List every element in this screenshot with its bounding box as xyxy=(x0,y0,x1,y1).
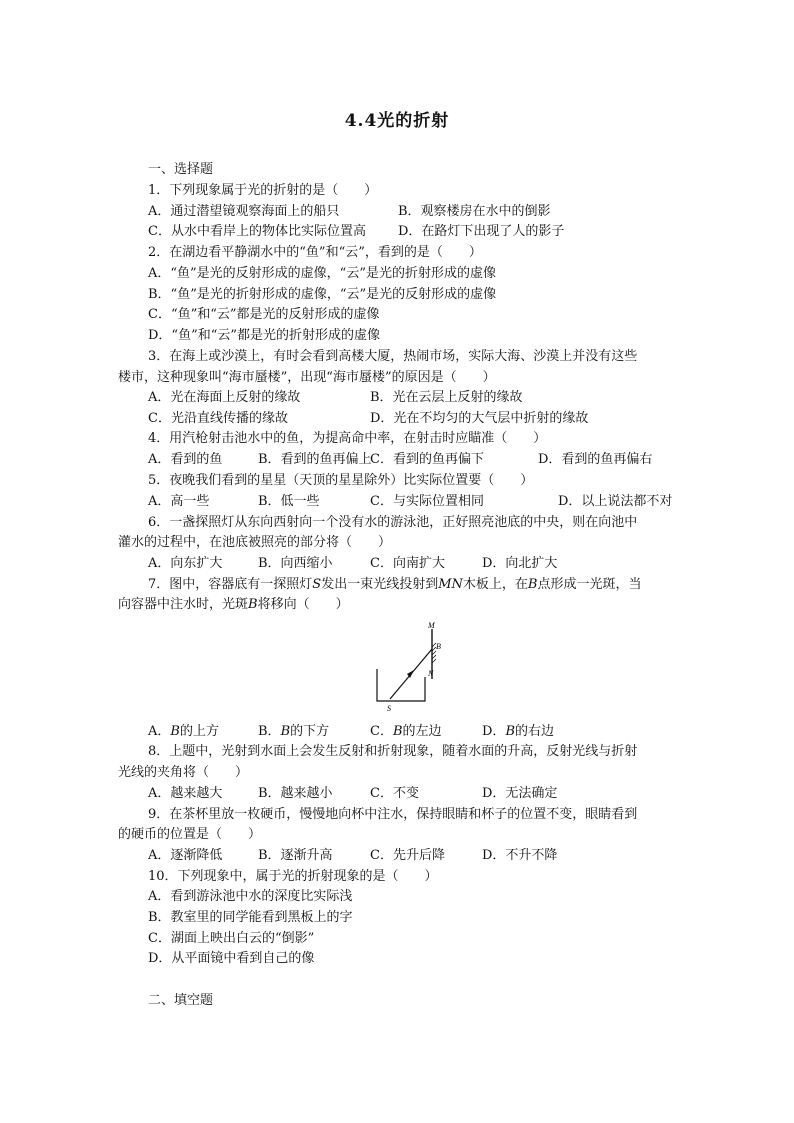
variable-b: B xyxy=(248,597,258,612)
question-3-stem-line2: 楼市，这种现象叫“海市蜃楼”，出现“海市蜃楼”的原因是（ ） xyxy=(118,370,496,385)
stem-text: 向容器中注水时，光斑 xyxy=(118,597,249,612)
question-5-option-c: C．与实际位置相同 xyxy=(370,494,484,509)
page-title: 4.4光的折射 xyxy=(344,111,450,131)
question-8-stem-line1: 8．上题中，光射到水面上会发生反射和折射现象，随着水面的升高，反射光线与折射 xyxy=(148,744,638,759)
question-8-stem-line2: 光线的夹角将（ ） xyxy=(118,765,249,780)
question-2-option-b: B．“鱼”是光的折射形成的虚像，“云”是光的反射形成的虚像 xyxy=(148,287,497,302)
question-6-stem-line1: 6．一盏探照灯从东向西射向一个没有水的游泳池，正好照亮池底的中央，则在向池中 xyxy=(148,515,638,530)
option-text: 的右边 xyxy=(515,724,555,739)
variable-b: B xyxy=(280,724,291,739)
question-9-option-d: D．不升不降 xyxy=(482,848,558,863)
container-light-diagram xyxy=(372,619,472,715)
variable-b: B xyxy=(170,724,180,739)
question-1-option-c: C．从水中看岸上的物体比实际位置高 xyxy=(148,224,366,239)
question-7-option-a xyxy=(148,724,219,740)
question-9-stem-line1: 9．在茶杯里放一枚硬币，慢慢地向杯中注水，保持眼睛和杯子的位置不变，眼睛看到 xyxy=(148,807,638,822)
question-10-option-b: B．教室里的同学能看到黑板上的字 xyxy=(148,910,353,925)
option-text: 的上方 xyxy=(179,724,219,739)
question-4-option-c: C．看到的鱼再偏下 xyxy=(370,452,484,467)
label-m: M xyxy=(428,621,435,630)
question-7-option-c xyxy=(370,724,442,740)
stem-text: 点形成一光斑，当 xyxy=(537,577,642,592)
question-2-option-d: D．“鱼”和“云”都是光的折射形成的虚像 xyxy=(148,328,381,343)
question-10-option-a: A．看到游泳池中水的深度比实际浅 xyxy=(148,889,353,904)
label-s: S xyxy=(387,704,391,713)
stem-text: 7．图中，容器底有一探照灯 xyxy=(148,577,313,592)
question-3-option-b: B．光在云层上反射的缘故 xyxy=(370,390,523,405)
question-4-option-a: A．看到的鱼 xyxy=(148,452,223,467)
question-7-option-d xyxy=(482,724,554,740)
question-3-stem-line1: 3．在海上或沙漠上，有时会看到高楼大厦，热闹市场，实际大海、沙漠上并没有这些 xyxy=(148,349,638,364)
variable-b: B xyxy=(505,724,515,739)
question-8-option-a: A．越来越大 xyxy=(148,786,223,801)
question-6-option-b: B．向西缩小 xyxy=(258,556,333,571)
question-1-stem: 1．下列现象属于光的折射的是（ ） xyxy=(148,183,378,198)
question-1-option-d: D．在路灯下出现了人的影子 xyxy=(398,224,565,239)
variable-s: S xyxy=(312,577,322,592)
question-10-option-d: D．从平面镜中看到自己的像 xyxy=(148,951,315,966)
section-heading-fill: 二、填空题 xyxy=(148,993,214,1008)
question-6-option-a: A．向东扩大 xyxy=(148,556,223,571)
question-6-option-d: D．向北扩大 xyxy=(482,556,558,571)
variable-b: B xyxy=(392,724,403,739)
question-7-stem-line2 xyxy=(118,597,349,613)
question-10-option-c: C．湖面上映出白云的“倒影” xyxy=(148,931,315,946)
option-letter: D． xyxy=(482,724,506,739)
option-text: 的左边 xyxy=(402,724,442,739)
variable-mn: MN xyxy=(438,577,463,592)
question-8-option-b: B．越来越小 xyxy=(258,786,333,801)
question-3-option-d: D．光在不均匀的大气层中折射的缘故 xyxy=(370,411,589,426)
option-letter: B． xyxy=(258,724,281,739)
option-text: 的下方 xyxy=(290,724,330,739)
question-7-option-b xyxy=(258,724,329,740)
question-8-option-d: D．无法确定 xyxy=(482,786,558,801)
question-8-option-c: C．不变 xyxy=(370,786,419,801)
variable-b: B xyxy=(527,577,538,592)
label-n: N xyxy=(428,669,434,678)
question-6-option-c: C．向南扩大 xyxy=(370,556,445,571)
question-5-option-b: B．低一些 xyxy=(258,494,320,509)
label-b: B xyxy=(436,642,441,651)
question-9-stem-line2: 的硬币的位置是（ ） xyxy=(118,827,262,842)
question-2-option-c: C．“鱼”和“云”都是光的反射形成的虚像 xyxy=(148,307,380,322)
option-letter: A． xyxy=(148,724,171,739)
question-9-option-a: A．逐渐降低 xyxy=(148,848,223,863)
question-3-option-c: C．光沿直线传播的缘故 xyxy=(148,411,288,426)
question-3-option-a: A．光在海面上反射的缘故 xyxy=(148,390,301,405)
question-4-option-d: D．看到的鱼再偏右 xyxy=(538,452,653,467)
question-2-option-a: A．“鱼”是光的反射形成的虚像，“云”是光的折射形成的虚像 xyxy=(148,266,496,281)
section-heading-choice: 一、选择题 xyxy=(148,162,214,177)
question-10-stem: 10．下列现象中，属于光的折射现象的是（ ） xyxy=(148,869,438,884)
question-9-option-b: B．逐渐升高 xyxy=(258,848,333,863)
question-4-stem: 4．用汽枪射击池水中的鱼，为提高命中率，在射击时应瞄准（ ） xyxy=(148,431,547,446)
question-1-option-b: B．观察楼房在水中的倒影 xyxy=(398,204,551,219)
option-letter: C． xyxy=(370,724,393,739)
stem-text: 发出一束光线投射到 xyxy=(321,577,439,592)
question-2-stem: 2．在湖边看平静湖水中的“鱼”和“云”，看到的是（ ） xyxy=(148,245,482,260)
stem-text: 木板上，在 xyxy=(462,577,528,592)
question-6-stem-line2: 灌水的过程中，在池底被照亮的部分将（ ） xyxy=(118,535,392,550)
question-9-option-c: C．先升后降 xyxy=(370,848,445,863)
question-4-option-b: B．看到的鱼再偏上 xyxy=(258,452,372,467)
question-5-stem: 5．夜晚我们看到的星星（天顶的星星除外）比实际位置要（ ） xyxy=(148,473,534,488)
stem-text: 将移向（ ） xyxy=(257,597,349,612)
question-5-option-a: A．高一些 xyxy=(148,494,210,509)
question-1-option-a: A．通过潜望镜观察海面上的船只 xyxy=(148,204,340,219)
question-5-option-d: D．以上说法都不对 xyxy=(558,494,673,509)
question-7-stem-line1 xyxy=(148,577,641,593)
